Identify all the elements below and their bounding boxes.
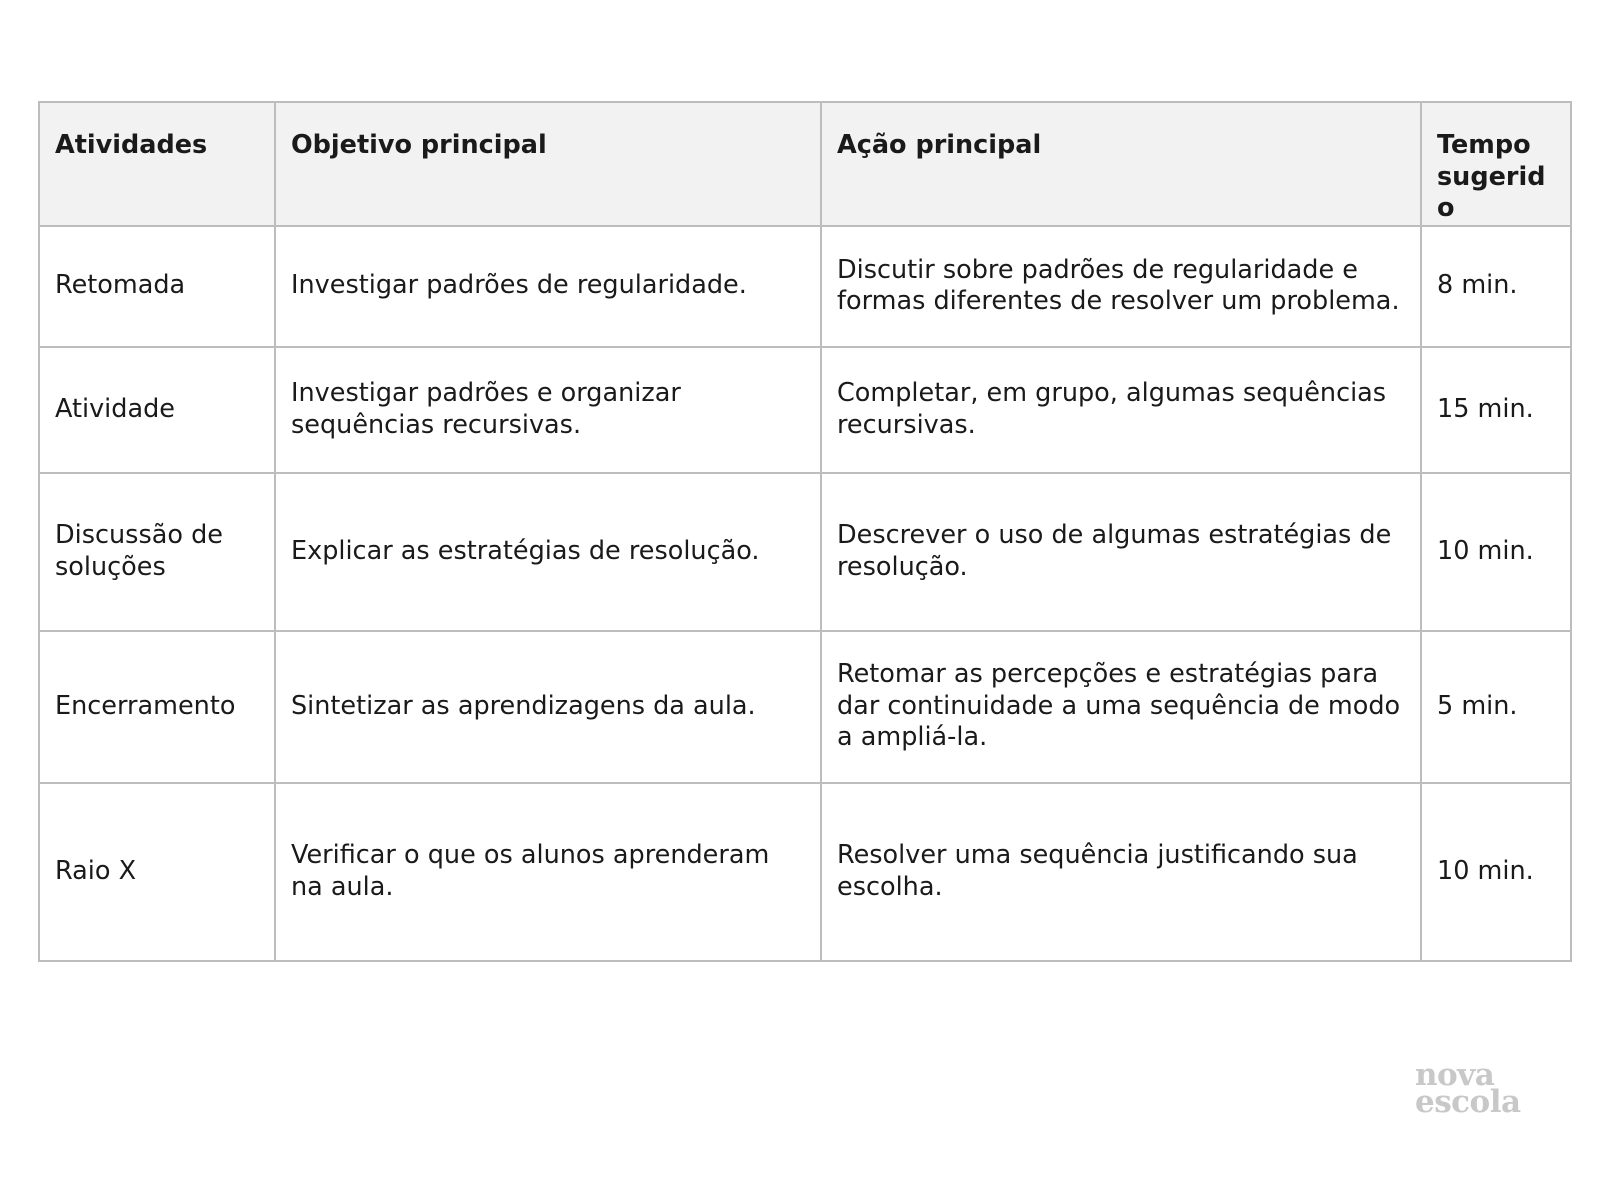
cell-acao: Resolver uma sequência justificando sua escolha. [821,783,1421,961]
header-acao-principal: Ação principal [821,102,1421,226]
cell-objetivo: Investigar padrões e organizar sequências recursivas. [275,347,821,473]
cell-acao: Discutir sobre padrões de regularidade e formas diferentes de resolver um problema. [821,226,1421,347]
cell-tempo: 15 min. [1421,347,1571,473]
table-row [39,631,1571,783]
cell-atividade: Encerramento [39,631,275,783]
cell-tempo: 10 min. [1421,473,1571,631]
cell-acao: Retomar as percepções e estratégias para dar continuidade a uma sequência de modo a ampliá-la. [821,631,1421,783]
cell-tempo: 5 min. [1421,631,1571,783]
nova-escola-logo [1415,1057,1533,1120]
logo-line-nova: nova [1415,1057,1495,1093]
logo-line-escola: escola [1415,1084,1521,1120]
table-row [39,473,1571,631]
cell-tempo: 8 min. [1421,226,1571,347]
cell-objetivo: Explicar as estratégias de resolução. [275,473,821,631]
cell-atividade: Retomada [39,226,275,347]
header-tempo-sugerido: Tempo sugerido [1421,102,1571,226]
cell-atividade: Raio X [39,783,275,961]
cell-acao: Descrever o uso de algumas estratégias de resolução. [821,473,1421,631]
cell-objetivo: Sintetizar as aprendizagens da aula. [275,631,821,783]
table-row [39,226,1571,347]
cell-atividade: Discussão de soluções [39,473,275,631]
table-row [39,783,1571,961]
header-atividades: Atividades [39,102,275,226]
header-objetivo-principal: Objetivo principal [275,102,821,226]
table-header-row [39,102,1571,226]
cell-objetivo: Verificar o que os alunos aprenderam na aula. [275,783,821,961]
cell-acao: Completar, em grupo, algumas sequências recursivas. [821,347,1421,473]
cell-objetivo: Investigar padrões de regularidade. [275,226,821,347]
cell-tempo: 10 min. [1421,783,1571,961]
table-row [39,347,1571,473]
cell-atividade: Atividade [39,347,275,473]
lesson-plan-table [38,101,1572,962]
